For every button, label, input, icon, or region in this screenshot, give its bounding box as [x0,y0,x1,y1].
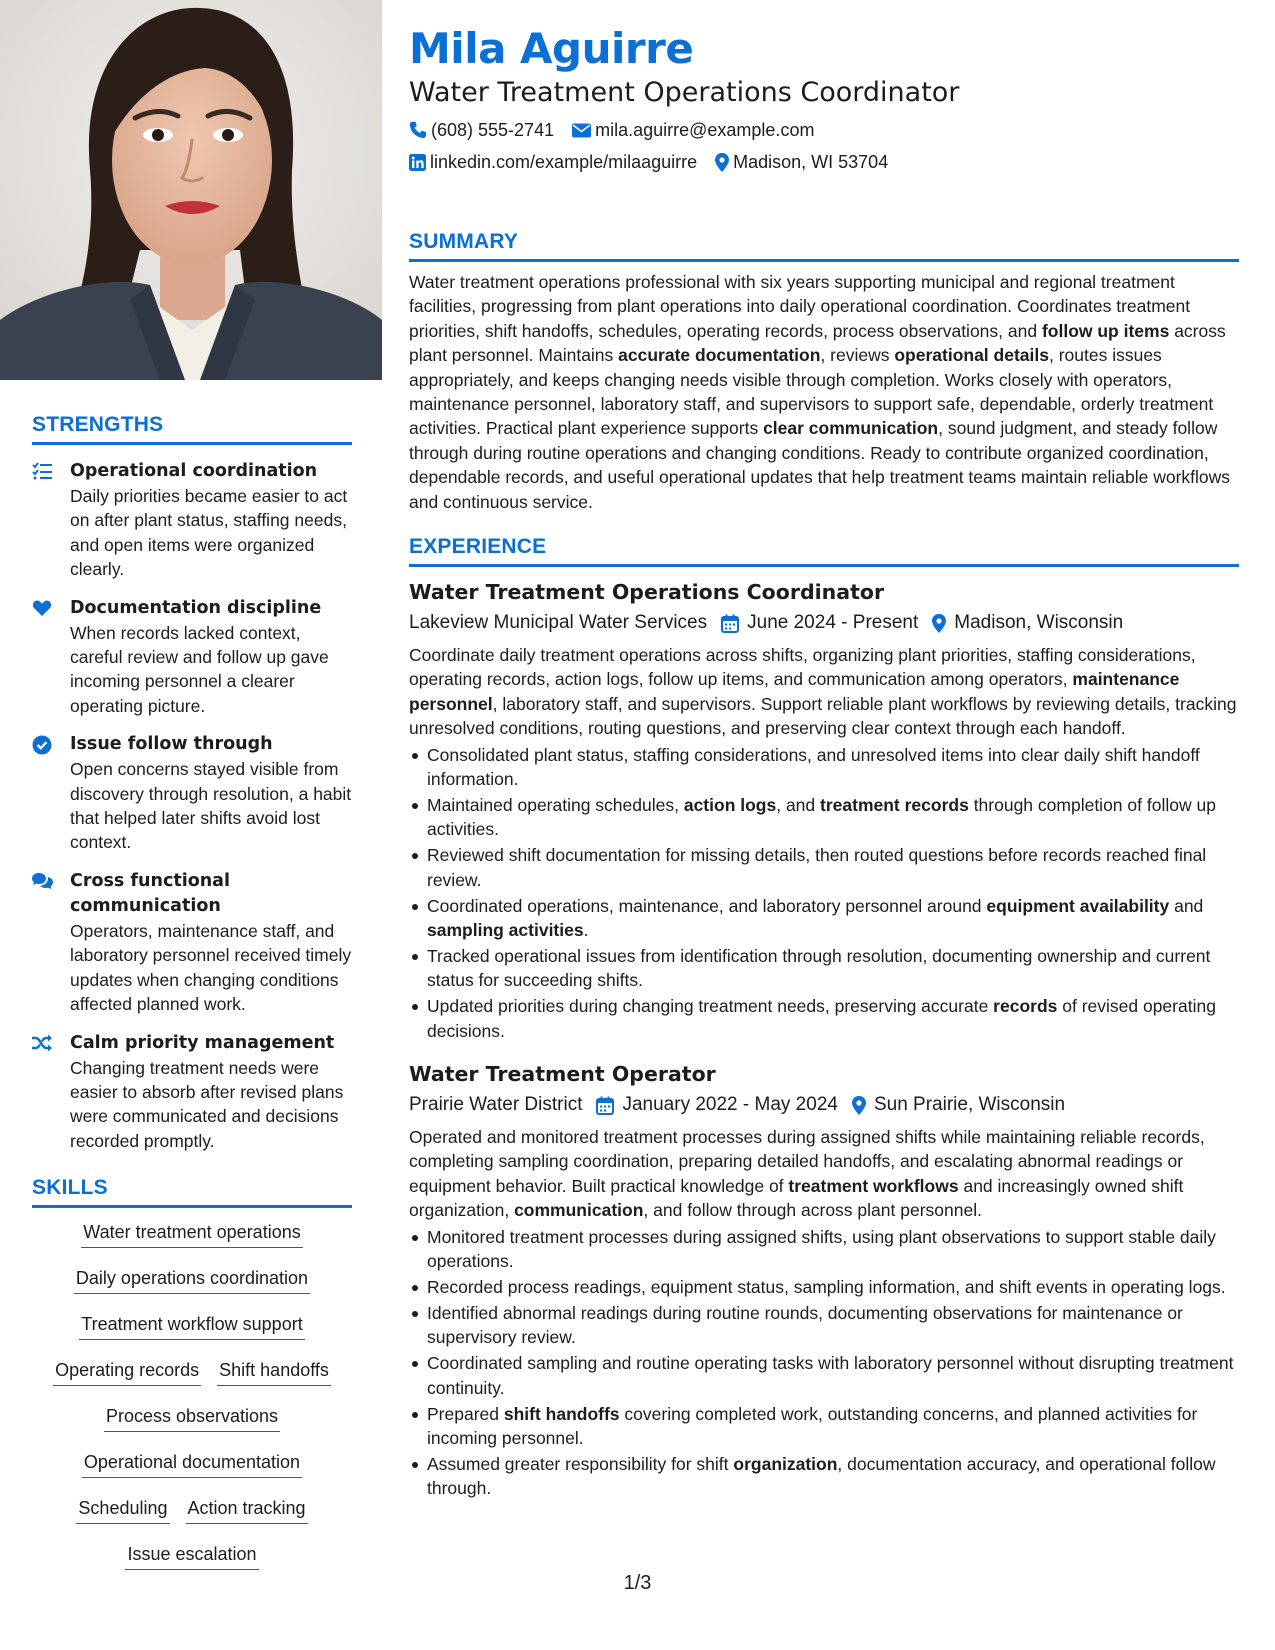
list-item: Consolidated plant status, staffing considerations, and unresolved items into clear daily shift handoff information. [409,743,1239,792]
list-item: Reviewed shift documentation for missing details, then routed questions before records reached final review. [409,843,1239,892]
phone-icon [409,121,427,139]
strength-desc: When records lacked context, careful review and follow up gave incoming personnel a clearer operating picture. [70,622,329,716]
list-item: Maintained operating schedules, action logs, and treatment records through completion of follow up activities. [409,793,1239,842]
linkedin-text[interactable]: linkedin.com/example/milaaguirre [430,152,698,172]
calendar-icon [596,1096,614,1115]
sidebar [32,412,352,1588]
list-item: Assumed greater responsibility for shift organization, documentation accuracy, and operational follow through. [409,1452,1239,1501]
map-pin-icon [715,153,729,172]
job-entry [409,1059,1239,1501]
candidate-name: Mila Aguirre [409,24,694,73]
map-pin-icon [852,1096,866,1115]
strength-title: Operational coordination [70,461,318,481]
experience-section [409,534,1239,1501]
skill-tag: Water treatment operations [81,1220,302,1248]
list-item: Monitored treatment processes during assigned shifts, using plant observations to support stable daily operations. [409,1225,1239,1274]
job-location: Sun Prairie, Wisconsin [852,1091,1065,1119]
skill-tag: Operating records [53,1358,201,1386]
strength-item [32,869,352,1017]
skill-tag: Action tracking [186,1496,308,1524]
job-location: Madison, Wisconsin [932,609,1123,637]
list-item: Prepared shift handoffs covering completed work, outstanding concerns, and planned activities for incoming personnel. [409,1402,1239,1451]
skill-tag: Process observations [104,1404,280,1432]
job-bullets [409,743,1239,1043]
summary-heading: SUMMARY [409,229,1239,262]
list-item: Recorded process readings, equipment status, sampling information, and shift events in operating logs. [409,1275,1239,1299]
job-description: Coordinate daily treatment operations across shifts, organizing plant priorities, staffing considerations, operating records, action logs, follow up items, and communication among operators, maintenance personnel, laboratory staff, and supervisors. Support reliable plant workflows by reviewing details, tracking unresolved conditions, routing questions, and preserving clear context through each handoff. [409,645,1237,739]
job-title: Water Treatment Operations Coordinator [409,580,885,605]
location-contact [715,151,888,173]
list-item: Coordinated sampling and routine operating tasks with laboratory personnel without disrupting treatment continuity. [409,1351,1239,1400]
job-org: Prairie Water District [409,1094,583,1116]
strength-title: Issue follow through [70,734,273,755]
contact-row [409,151,1239,173]
contact-row [409,119,1239,141]
strength-item [32,732,352,855]
page-number: 1/3 [623,1572,652,1594]
skill-tag: Treatment workflow support [79,1312,304,1340]
skill-tag: Issue escalation [125,1542,258,1570]
job-org: Lakeview Municipal Water Services [409,612,708,634]
strength-item [32,596,352,719]
check-circle-icon [32,735,52,755]
skill-tag: Operational documentation [82,1450,302,1478]
skills-list [32,1208,352,1588]
main-column [409,22,1239,1502]
linkedin-icon [409,154,426,171]
heart-icon [32,599,52,617]
strengths-heading: STRENGTHS [32,412,352,445]
job-meta [409,609,1239,637]
job-meta [409,1091,1239,1119]
summary-section [409,229,1239,514]
linkedin-contact[interactable] [409,151,697,173]
map-pin-icon [932,614,946,633]
experience-heading: EXPERIENCE [409,534,1239,567]
strength-item [32,1031,352,1154]
summary-text: Water treatment operations professional with six years supporting municipal and regional treatment facilities, progressing from plant operations into daily operational coordination. Coordinates treatment priorities, shift handoffs, schedules, operating records, process observations, and follow up items across plant personnel. Maintains accurate documentation, reviews operational details, routes issues appropriately, and keeps changing needs visible through completion. Works closely with operators, maintenance personnel, laboratory staff, and supervisors to support safe, dependable, orderly treatment activities. Practical plant experience supports clear communication, sound judgment, and steady follow through during routine operations and changing conditions. Ready to contribute organized coordination, dependable records, and useful operational updates that help treatment teams maintain reliable workflows and continuous service. [409,272,1231,512]
phone-text: (608) 555-2741 [431,120,555,140]
calendar-icon [721,614,739,633]
email-text[interactable]: mila.aguirre@example.com [595,120,815,140]
list-item: Tracked operational issues from identification through resolution, documenting ownership and current status for succeeding shifts. [409,944,1239,993]
skills-heading: SKILLS [32,1175,352,1208]
job-description: Operated and monitored treatment processes during assigned shifts while maintaining reliable records, completing sampling coordination, preparing detailed handoffs, and escalating abnormal readings or equipment behavior. Built practical knowledge of treatment workflows and increasingly owned shift organization, communication, and follow through across plant personnel. [409,1127,1205,1221]
email-contact[interactable] [572,119,814,141]
strength-item [32,459,352,582]
strength-desc: Open concerns stayed visible from discovery through resolution, a habit that helped later shifts avoid lost context. [70,759,352,853]
strength-desc: Operators, maintenance staff, and laboratory personnel received timely updates when changing conditions affected planned work. [70,920,352,1015]
location-text: Madison, WI 53704 [733,152,889,172]
skills-section [32,1175,352,1588]
strength-desc: Daily priorities became easier to act on after plant status, staffing needs, and open items were organized clearly. [70,486,348,580]
job-entry [409,577,1239,1043]
skill-tag: Daily operations coordination [74,1266,310,1294]
list-check-icon [32,462,52,480]
list-item: Coordinated operations, maintenance, and laboratory personnel around equipment availability and sampling activities. [409,894,1239,943]
strength-desc: Changing treatment needs were easier to absorb after revised plans were communicated and decisions recorded promptly. [70,1057,344,1151]
strength-title: Documentation discipline [70,597,322,618]
job-title: Water Treatment Operator [409,1062,716,1087]
job-dates: June 2024 - Present [721,609,918,637]
list-item: Updated priorities during changing treatment needs, preserving accurate records of revised operating decisions. [409,994,1239,1043]
strength-title: Calm priority management [70,1032,335,1053]
envelope-icon [572,123,591,138]
job-bullets [409,1225,1239,1501]
skill-tag: Shift handoffs [217,1358,331,1386]
candidate-headline: Water Treatment Operations Coordinator [409,77,960,108]
strength-title: Cross functional communication [70,870,230,916]
skill-tag: Scheduling [76,1496,169,1524]
profile-photo [0,0,382,380]
job-dates: January 2022 - May 2024 [596,1091,837,1119]
comments-icon [32,872,54,890]
phone-contact [409,119,554,141]
shuffle-icon [32,1034,52,1052]
list-item: Identified abnormal readings during routine rounds, documenting observations for maintenance or supervisory review. [409,1301,1239,1350]
